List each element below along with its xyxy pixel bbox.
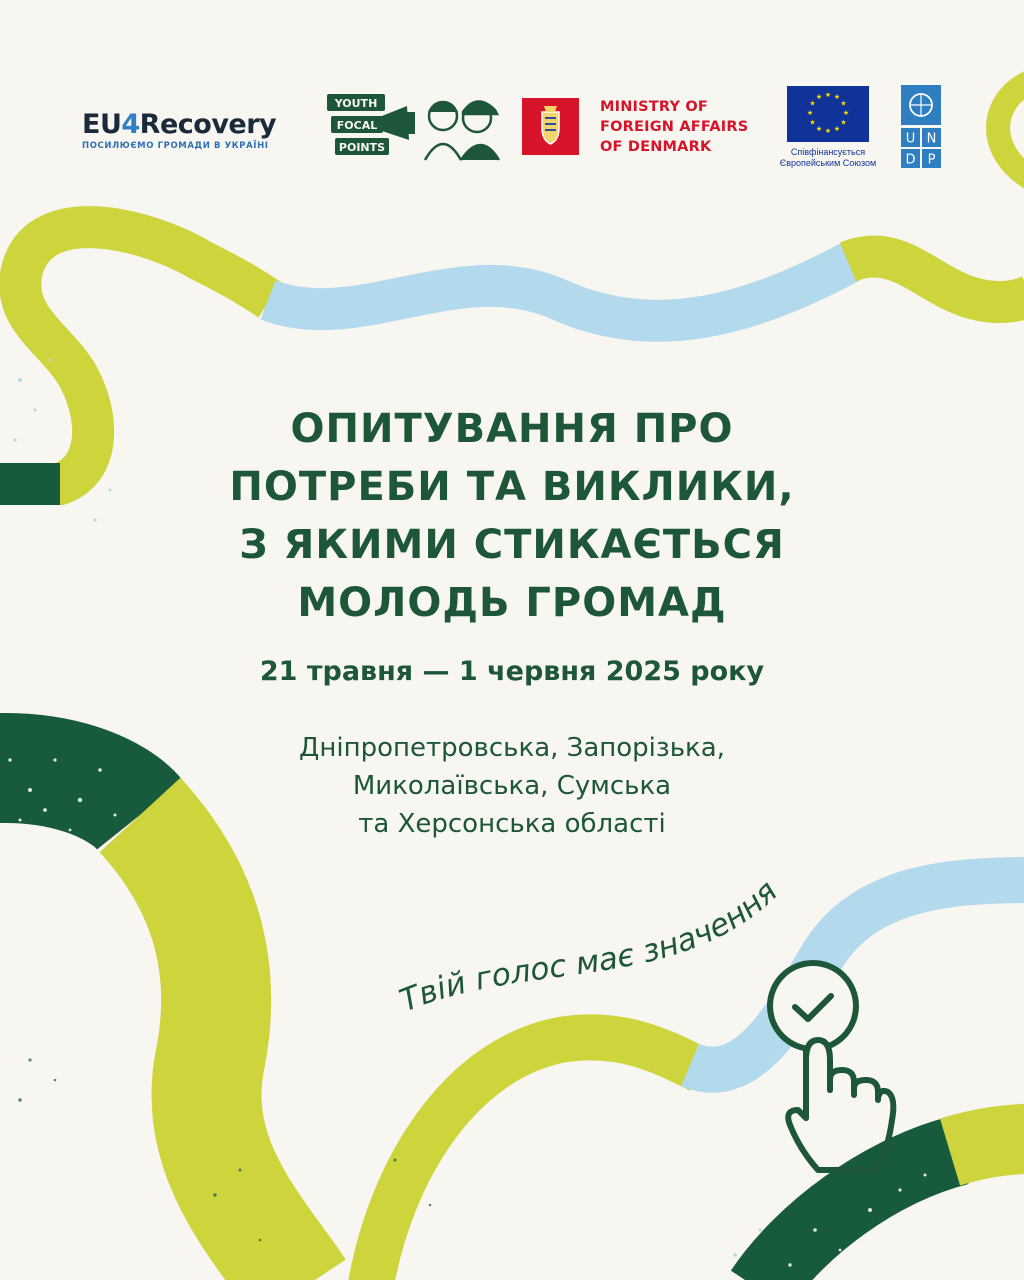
svg-text:★: ★ <box>842 109 850 117</box>
svg-text:★: ★ <box>809 99 816 108</box>
eu4recovery-recovery: Recovery <box>139 109 277 140</box>
river-bottom-left-lime <box>140 815 300 1280</box>
undp-logo <box>901 85 941 169</box>
undp-letter-d: D <box>905 152 916 168</box>
ministry-line-2: FOREIGN AFFAIRS <box>600 119 749 135</box>
eu4recovery-eu: EU <box>82 109 122 140</box>
denmark-coat-of-arms-icon <box>522 98 579 155</box>
undp-letter-n: N <box>926 131 937 147</box>
youth-focal-points-logo <box>325 88 501 162</box>
svg-text:★: ★ <box>806 109 814 117</box>
title-line-3: З ЯКИМИ СТИКАЄТЬСЯ <box>239 522 785 568</box>
river-bottom-right-lime <box>370 1037 700 1280</box>
eu-cofinanced-caption <box>767 147 889 169</box>
yfp-word-focal: FOCAL <box>336 119 378 132</box>
eu-caption-line-1: Співфінансується <box>790 147 866 157</box>
survey-regions <box>112 729 912 843</box>
youth-characters-icon <box>425 101 499 160</box>
ministry-foreign-affairs-denmark-text <box>600 97 748 157</box>
survey-dates: 21 травня — 1 червня 2025 року <box>259 656 765 687</box>
megaphone-icon <box>377 106 415 140</box>
yfp-word-youth: YOUTH <box>334 97 378 110</box>
regions-line-1: Дніпропетровська, Запорізька, <box>299 733 725 763</box>
ministry-line-3: OF DENMARK <box>600 139 712 155</box>
river-top-blue <box>268 262 850 321</box>
title-line-1: ОПИТУВАННЯ ПРО <box>290 406 734 452</box>
river-bottom-right-blue <box>690 880 1024 1070</box>
undp-letter-u: U <box>905 131 916 147</box>
river-top-right-lime <box>848 256 1024 302</box>
river-bottom-right-dark <box>760 1150 960 1280</box>
eu-caption-line-2: Європейським Союзом <box>779 158 877 168</box>
slogan-textpath: Твій голос має значення <box>394 873 785 1020</box>
svg-text:★: ★ <box>833 125 841 133</box>
undp-letter-p: P <box>927 152 936 168</box>
regions-line-2: Миколаївська, Сумська <box>352 771 672 801</box>
svg-text:★: ★ <box>824 127 832 135</box>
corner-arc-top-right <box>998 82 1024 178</box>
regions-line-3: та Херсонська області <box>358 809 666 839</box>
svg-text:★: ★ <box>833 93 841 101</box>
title-line-2: ПОТРЕБИ ТА ВИКЛИКИ, <box>229 464 795 510</box>
eu-flag-icon <box>787 86 869 142</box>
eu4recovery-tagline: ПОСИЛЮЄМО ГРОМАДИ В УКРАЇНІ <box>82 141 269 151</box>
title-line-4: МОЛОДЬ ГРОМАД <box>297 580 727 626</box>
svg-text:★: ★ <box>815 93 823 101</box>
eu4recovery-logo <box>82 110 276 151</box>
eu4recovery-wordmark <box>82 110 276 140</box>
ministry-line-1: MINISTRY OF <box>600 99 709 115</box>
river-bottom-right-lime-end <box>950 1138 1024 1152</box>
yfp-word-points: POINTS <box>338 141 386 154</box>
svg-text:★: ★ <box>840 99 847 108</box>
svg-text:★: ★ <box>815 125 823 133</box>
svg-text:★: ★ <box>809 118 816 127</box>
svg-text:★: ★ <box>824 91 832 99</box>
svg-text:★: ★ <box>840 118 847 127</box>
survey-title <box>112 400 912 632</box>
eu4recovery-four: 4 <box>121 109 140 140</box>
